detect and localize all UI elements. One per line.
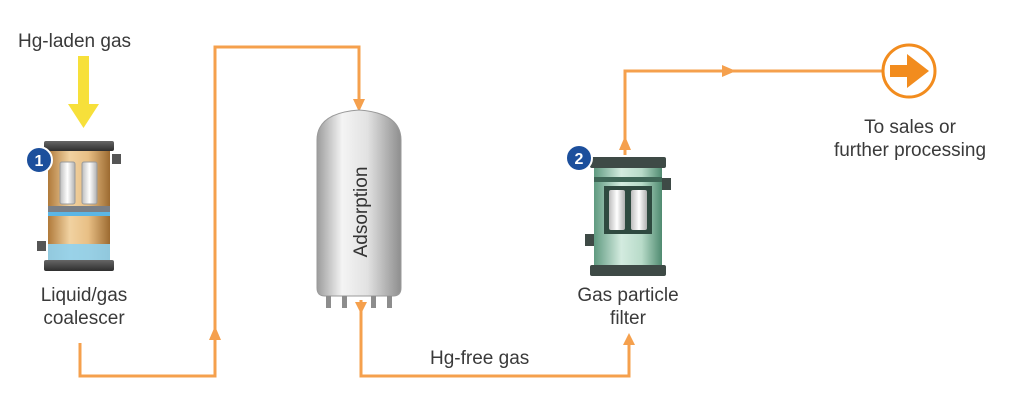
step-2-number: 2: [574, 151, 584, 168]
flow-arrowhead-up-1: [209, 326, 221, 340]
outlet-arrow-icon: [883, 45, 935, 97]
flow-arrowhead-down-1: [355, 302, 367, 314]
particle-filter-label: [548, 284, 708, 330]
outlet-label-line1: To sales or: [864, 117, 956, 138]
adsorption-tank-icon: [317, 110, 401, 308]
outlet-label-line2: further processing: [833, 140, 987, 161]
adsorption-label: Adsorption: [351, 166, 372, 258]
flow-arrowhead-right-1: [722, 65, 736, 77]
inlet-label: Hg-laden gas: [18, 31, 132, 52]
step-1-badge: [26, 147, 52, 173]
flow-arrowhead-filter-inlet: [623, 333, 635, 345]
coalescer-label-line2: coalescer: [43, 308, 125, 329]
step-2-badge: [566, 145, 592, 171]
gas-particle-filter-icon: [585, 157, 671, 276]
particle-filter-label-line1: Gas particle: [577, 285, 679, 306]
outlet-label: [810, 116, 1010, 162]
step-1-number: 1: [34, 153, 44, 170]
coalescer-label-line1: Liquid/gas: [40, 285, 128, 306]
particle-filter-label-line2: filter: [610, 308, 646, 329]
hg-free-gas-label: Hg-free gas: [430, 348, 530, 369]
coalescer-label: [14, 284, 154, 330]
inlet-arrow: [68, 56, 99, 128]
flow-arrowhead-up-2: [619, 136, 631, 150]
